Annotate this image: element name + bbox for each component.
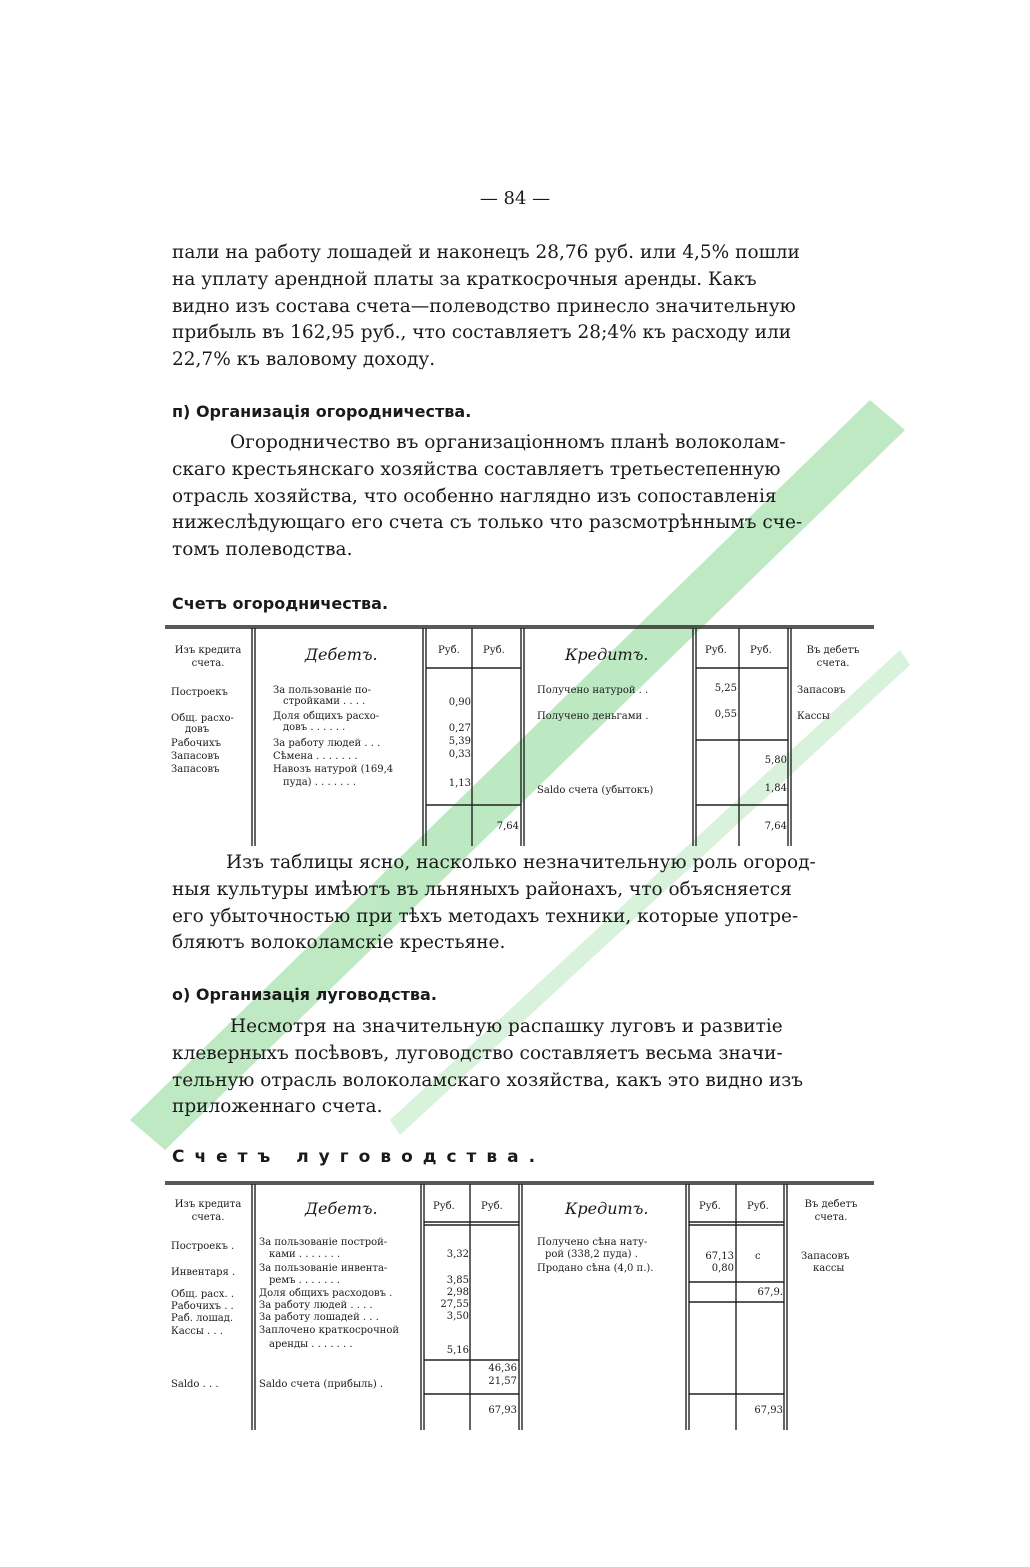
- saldo-amount: 21,57: [488, 1376, 517, 1387]
- row-source: Общ. расх. .: [171, 1289, 235, 1300]
- debit-subtotal: 46,36: [488, 1363, 517, 1374]
- credit-destination: Запасовъ: [801, 1251, 850, 1262]
- text-line: отрасль хозяйства, что особенно наглядно изъ сопоставленія: [172, 485, 777, 507]
- row-item: Навозъ натурой (169,4: [273, 764, 394, 775]
- row-amount: 27,55: [440, 1299, 469, 1310]
- section-heading-meadows: о) Организація луговодства.: [172, 985, 437, 1004]
- credit-subtotal: 67,9.: [757, 1287, 783, 1298]
- account-garden-title: Счетъ огородничества.: [172, 594, 389, 613]
- col-header-rub: Руб.: [483, 645, 505, 656]
- text-line: клеверныхъ посѣвовъ, луговодство составляетъ весьма значи-: [172, 1042, 783, 1064]
- row-item: За работу людей . . .: [273, 738, 381, 749]
- credit-destination: Кассы: [797, 711, 830, 722]
- text-line: 22,7% къ валовому доходу.: [172, 349, 436, 371]
- text-line: Огородничество въ организаціонномъ планѣ волоколам-: [230, 432, 786, 453]
- row-item-cont: стройками . . . .: [283, 696, 366, 707]
- row-source: Запасовъ: [171, 751, 220, 762]
- row-amount: 3,50: [446, 1311, 469, 1322]
- row-item: Доля общихъ расходовъ .: [259, 1288, 393, 1299]
- row-source: Построекъ .: [171, 1241, 235, 1252]
- debit-total: 7,64: [496, 821, 519, 832]
- row-source: Рабочихъ . .: [171, 1301, 234, 1312]
- row-item: За пользованіе построй-: [259, 1237, 388, 1248]
- col-header-credit: Кредитъ.: [565, 1199, 649, 1218]
- section-gardening-paragraph: [172, 430, 872, 564]
- text-line: томъ полеводства.: [172, 539, 353, 561]
- text-line: скаго крестьянскаго хозяйства составляетъ третьестепенную: [172, 458, 781, 480]
- text-line: приложеннаго счета.: [172, 1096, 383, 1118]
- row-item-cont: аренды . . . . . . .: [269, 1339, 353, 1350]
- account-meadow-table: [165, 1180, 874, 1430]
- col-header-rub: Руб.: [438, 645, 460, 656]
- row-item: За работу лошадей . . .: [259, 1312, 379, 1323]
- row-amount: 5,39: [448, 736, 471, 747]
- col-header-debit: Дебетъ.: [305, 645, 378, 664]
- row-item: За пользованіе по-: [273, 685, 371, 696]
- col-header-credit: Кредитъ.: [565, 645, 649, 664]
- credit-amount: 67,13: [705, 1251, 734, 1262]
- paragraph-after-garden: [172, 850, 872, 957]
- row-amount: 3,32: [446, 1249, 469, 1260]
- credit-amount: 0,55: [714, 709, 737, 720]
- account-meadow-title: Счетъ луговодства.: [172, 1147, 546, 1167]
- col-header-from-credit: Изъ кредита счета.: [174, 1199, 242, 1223]
- row-item: Заплочено краткосрочной: [259, 1325, 400, 1336]
- saldo-label: Saldo счета (прибыль) .: [259, 1379, 384, 1390]
- saldo-label: Saldo счета (убытокъ): [537, 785, 654, 796]
- col-header-rub: Руб.: [705, 645, 727, 656]
- text-line: ныя культуры имѣютъ въ льняныхъ районахъ, что объясняется: [172, 878, 792, 900]
- row-amount: 0,27: [448, 723, 471, 734]
- col-header-to-debit: Въ дебетъ счета.: [804, 1199, 858, 1223]
- col-header-debit: Дебетъ.: [305, 1199, 378, 1218]
- row-source: Инвентаря .: [171, 1267, 236, 1278]
- text-line: Несмотря на значительную распашку луговъ и развитіе: [230, 1016, 783, 1037]
- text-line: пали на работу лошадей и наконецъ 28,76 руб. или 4,5% пошли: [172, 242, 800, 263]
- col-header-rub: Руб.: [481, 1201, 503, 1212]
- row-source-cont: довъ: [185, 724, 210, 735]
- account-garden-table: [165, 624, 874, 846]
- section-heading-gardening: п) Организація огородничества.: [172, 402, 472, 421]
- row-source: Построекъ: [171, 687, 228, 698]
- col-header-rub: Руб.: [750, 645, 772, 656]
- row-amount: 5,16: [446, 1345, 469, 1356]
- text-line: на уплату арендной платы за краткосрочныя аренды. Какъ: [172, 268, 757, 290]
- credit-amount: 5,25: [714, 683, 737, 694]
- row-item: Сѣмена . . . . . . .: [273, 751, 358, 762]
- account-garden-rules: [165, 624, 874, 846]
- row-amount: 1,13: [448, 778, 471, 789]
- row-amount: 0,90: [448, 697, 471, 708]
- credit-mark: с: [755, 1251, 761, 1262]
- row-item-cont: пуда) . . . . . . .: [283, 777, 357, 788]
- col-header-from-credit: Изъ кредита счета.: [174, 645, 242, 669]
- credit-item: Получено деньгами .: [537, 711, 649, 722]
- credit-item: Получено натурой . .: [537, 685, 649, 696]
- col-header-rub: Руб.: [433, 1201, 455, 1212]
- col-header-rub: Руб.: [747, 1201, 769, 1212]
- col-header-rub: Руб.: [699, 1201, 721, 1212]
- credit-total: 67,93: [754, 1405, 783, 1416]
- row-amount: 0,33: [448, 749, 471, 760]
- text-line: бляютъ волоколамскіе крестьяне.: [172, 932, 506, 954]
- row-item-cont: довъ . . . . . .: [283, 722, 346, 733]
- page-number: — 84 —: [479, 188, 551, 209]
- row-item-cont: ремъ . . . . . . .: [269, 1275, 340, 1286]
- text-line: нижеслѣдующаго его счета съ только что разсмотрѣннымъ сче-: [172, 512, 803, 534]
- credit-amount: 0,80: [711, 1263, 734, 1274]
- row-item: За пользованіе инвента-: [259, 1263, 388, 1274]
- credit-item-cont: рой (338,2 пуда) .: [545, 1249, 638, 1260]
- row-source: Рабочихъ: [171, 738, 222, 749]
- credit-item: Продано сѣна (4,0 п.).: [537, 1263, 654, 1274]
- row-amount: 3,85: [446, 1275, 469, 1286]
- text-line: прибыль въ 162,95 руб., что составляетъ 28;4% къ расходу или: [172, 322, 792, 344]
- row-item: За работу людей . . . .: [259, 1300, 373, 1311]
- row-item: Доля общихъ расхо-: [273, 711, 380, 722]
- saldo-amount: 1,84: [764, 783, 787, 794]
- text-line: видно изъ состава счета—полеводство принесло значительную: [172, 295, 796, 317]
- intro-paragraph: [172, 240, 872, 374]
- row-item-cont: ками . . . . . . .: [269, 1249, 341, 1260]
- row-source: Общ. расхо-: [171, 713, 234, 724]
- text-line: Изъ таблицы ясно, насколько незначительную роль огород-: [226, 852, 816, 873]
- credit-total: 7,64: [764, 821, 787, 832]
- saldo-source: Saldo . . .: [171, 1379, 219, 1390]
- row-source: Раб. лошад.: [171, 1313, 234, 1324]
- row-amount: 2,98: [446, 1287, 469, 1298]
- section-meadows-paragraph: [172, 1014, 872, 1121]
- row-source: Кассы . . .: [171, 1326, 223, 1337]
- row-source: Запасовъ: [171, 764, 220, 775]
- credit-destination: кассы: [813, 1263, 845, 1274]
- text-line: тельную отрасль волоколамскаго хозяйства, какъ это видно изъ: [172, 1069, 804, 1091]
- credit-subtotal: 5,80: [764, 755, 787, 766]
- credit-item: Получено сѣна нату-: [537, 1237, 648, 1248]
- col-header-to-debit: Въ дебетъ счета.: [806, 645, 860, 669]
- credit-destination: Запасовъ: [797, 685, 846, 696]
- text-line: его убыточностью при тѣхъ методахъ техники, которые употре-: [172, 905, 799, 927]
- debit-total: 67,93: [488, 1405, 517, 1416]
